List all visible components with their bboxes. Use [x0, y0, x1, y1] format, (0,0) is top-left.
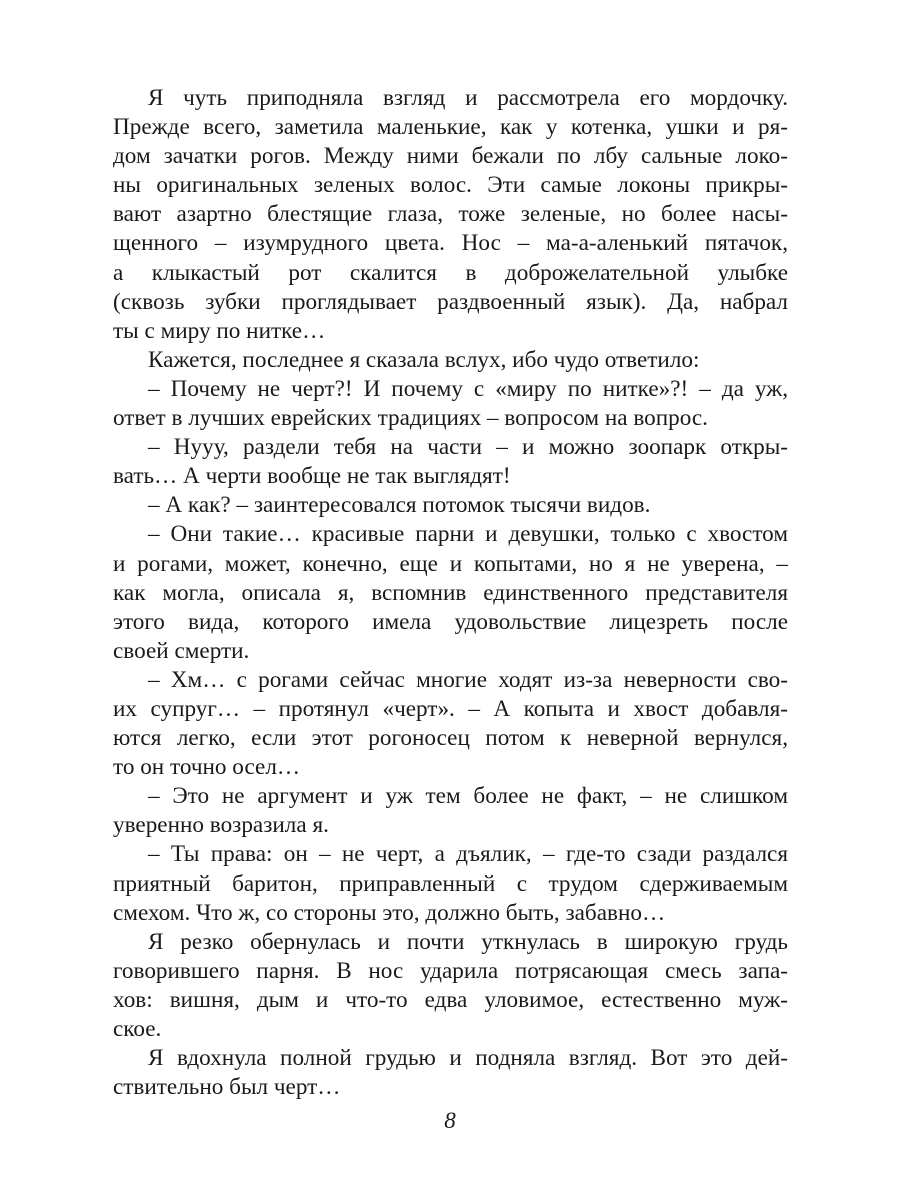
text-line: Я вдохнула полной грудью и подняла взгляд. Вот это дей-: [148, 1045, 788, 1072]
text-line: говорившего парня. В нос ударила потрясающая смесь запа-: [113, 957, 788, 984]
text-line: их супруг… – протянул «черт». – А копыта и хвост добавля-: [113, 695, 788, 722]
text-line: то он точно осел…: [113, 754, 301, 781]
text-line: ются легко, если этот рогоносец потом к неверной вернулся,: [113, 725, 788, 752]
text-line: вают азартно блестящие глаза, тоже зеленые, но более насы-: [113, 201, 788, 228]
text-line: вать… А черти вообще не так выглядят!: [113, 463, 511, 490]
text-line: – Хм… с рогами сейчас многие ходят из-за неверности сво-: [148, 666, 788, 693]
text-line: ское.: [113, 1016, 162, 1042]
text-line: ны оригинальных зеленых волос. Эти самые локоны прикры-: [113, 172, 788, 199]
text-line: уверенно возразила я.: [113, 812, 329, 839]
text-line: щенного – изумрудного цвета. Нос – ма-а-аленький пятачок,: [113, 230, 788, 257]
text-line: хов: вишня, дым и что-то едва уловимое, естественно муж-: [113, 986, 788, 1013]
text-line: – Нууу, раздели тебя на части – и можно зоопарк откры-: [148, 434, 788, 461]
text-line: – Ты права: он – не черт, а дъялик, – где-то сзади раздался: [148, 841, 788, 868]
text-line: – Они такие… красивые парни и девушки, только с хвостом: [148, 521, 788, 548]
text-line: а клыкастый рот скалится в доброжелательной улыбке: [113, 259, 788, 286]
text-line: приятный баритон, приправленный с трудом сдерживаемым: [113, 870, 788, 897]
text-line: – Почему не черт?! И почему с «миру по нитке»?! – да уж,: [148, 375, 788, 402]
body-text: [113, 84, 788, 1102]
text-line: как могла, описала я, вспомнив единственного представителя: [113, 579, 788, 606]
text-line: и рогами, может, конечно, еще и копытами, но я не уверена, –: [113, 550, 788, 577]
text-line: своей смерти.: [113, 637, 250, 664]
text-line: ствительно был черт…: [113, 1074, 341, 1101]
text-line: Я чуть приподняла взгляд и рассмотрела его мордочку.: [148, 85, 788, 111]
text-line: этого вида, которого имела удовольствие лицезреть после: [113, 608, 788, 635]
text-line: ты с миру по нитке…: [113, 317, 326, 344]
page-number: 8: [444, 1108, 456, 1133]
text-line: ответ в лучших еврейских традициях – вопросом на вопрос.: [113, 405, 708, 432]
text-line: – Это не аргумент и уж тем более не факт, – не слишком: [148, 783, 788, 810]
text-line: смехом. Что ж, со стороны это, должно быть, забавно…: [113, 899, 666, 926]
text-line: Я резко обернулась и почти уткнулась в широкую грудь: [148, 928, 788, 955]
text-line: Прежде всего, заметила маленькие, как у котенка, ушки и ря-: [113, 114, 788, 141]
text-line: дом зачатки рогов. Между ними бежали по лбу сальные локо-: [113, 143, 788, 170]
text-line: (сквозь зубки проглядывает раздвоенный язык). Да, набрал: [113, 288, 788, 315]
text-line: – А как? – заинтересовался потомок тысячи видов.: [148, 492, 651, 519]
text-line: Кажется, последнее я сказала вслух, ибо чудо ответило:: [148, 346, 700, 373]
